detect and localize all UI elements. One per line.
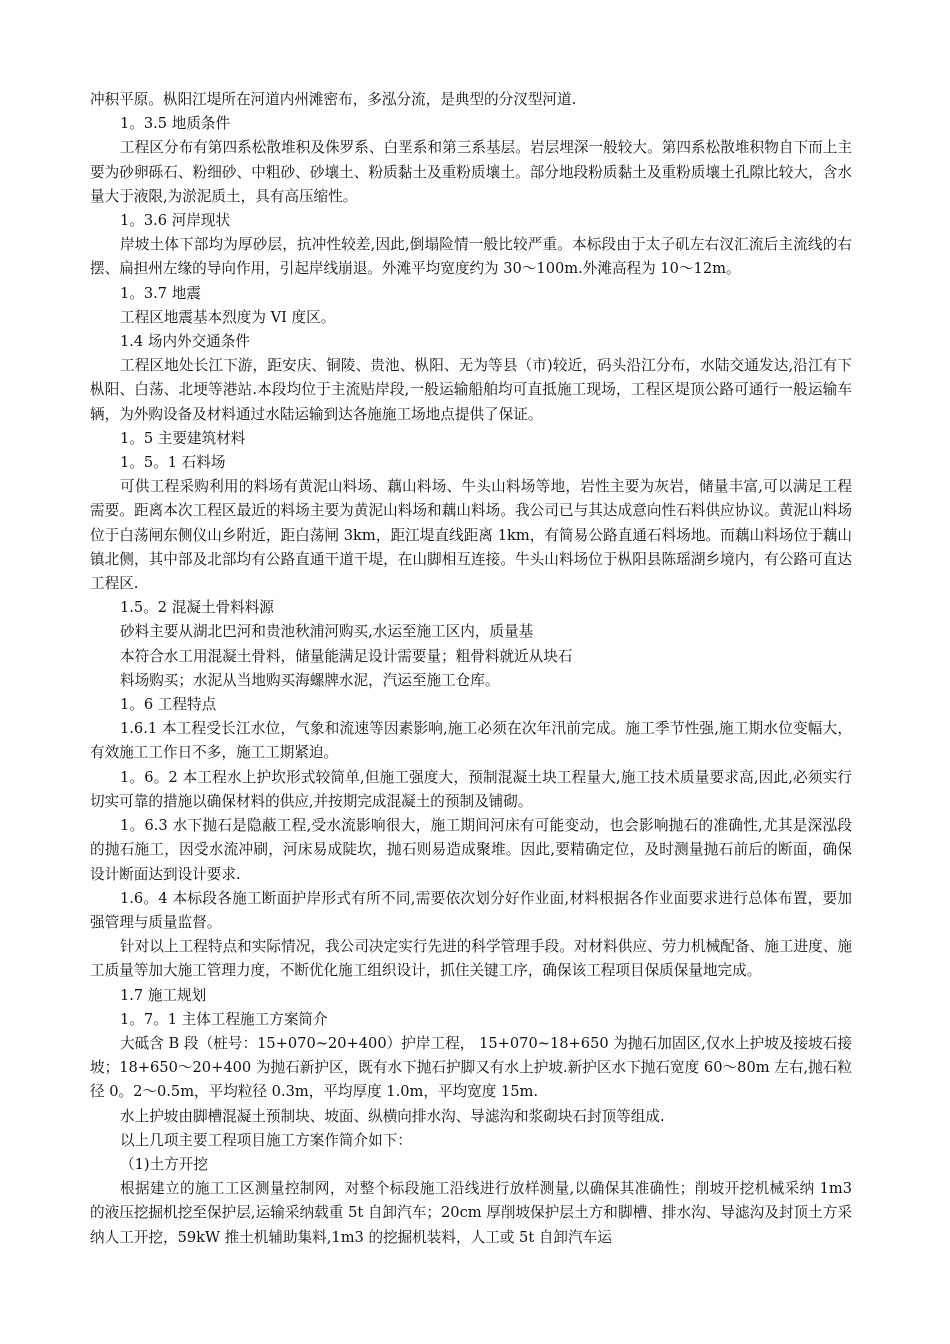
body-paragraph: 根据建立的施工工区测量控制网，对整个标段施工沿线进行放样测量,以确保其准确性；削坡开挖机械采纳 1m3 的液压挖掘机挖至保护层,运输采纳载重 5t 自卸汽车；20cm 厚削坡保护层土方和脚槽、排水沟、导滤沟及封顶土方采纳人工开挖，59kW 推土机辅助集料,1m3 的挖掘机装料，人工或 5t 自卸汽车运 — [90, 1180, 852, 1246]
body-paragraph: 1.6。4 本标段各施工断面护岸形式有所不同,需要依次划分好作业面,材料根据各作业面要求进行总体布置，要加强管理与质量监督。 — [90, 889, 852, 931]
body-paragraph: 冲积平原。枞阳江堤所在河道内州滩密布，多泓分流，是典型的分汊型河道. — [90, 91, 577, 108]
section-heading: 1.5。2 混凝土骨料料源 — [120, 599, 274, 617]
section-heading: 1。7。1 主体工程施工方案简介 — [120, 1010, 328, 1028]
body-paragraph: 工程区地震基本烈度为 VI 度区。 — [120, 308, 336, 326]
body-paragraph: 料场购买；水泥从当地购买海螺牌水泥，汽运至施工仓库。 — [120, 671, 500, 689]
body-paragraph: 工程区分布有第四系松散堆积及侏罗系、白垩系和第三系基层。岩层埋深一般较大。第四系松散堆积物自下而上主要为砂卵砾石、粉细砂、中粗砂、砂壤土、粉质黏土及重粉质壤土。部分地段粉质黏土及重粉质壤土孔隙比较大，含水量大于液限,为淤泥质土，具有高压缩性。 — [90, 139, 852, 205]
body-paragraph: 可供工程采购利用的料场有黄泥山料场、藕山料场、牛头山料场等地，岩性主要为灰岩，储量丰富,可以满足工程需要。距离本次工程区最近的料场主要为黄泥山料场和藕山料场。我公司已与其达成意向性石料供应协议。黄泥山料场位于白荡闸东侧仪山乡附近，距白荡闸 3km，距江堤直线距离 1km，有简易公路直通石料场地。而藕山料场位于藕山镇北侧，其中部及北部均有公路直通干道干堤，在山脚相互连接。牛头山料场位于枞阳县陈瑶湖乡境内，有公路可直达工程区. — [90, 478, 852, 593]
document-page — [90, 88, 852, 1250]
body-paragraph: 砂料主要从湖北巴河和贵池秋浦河购买,水运至施工区内，质量基 — [120, 623, 534, 641]
body-paragraph: 水上护坡由脚槽混凝土预制块、坡面、纵横向排水沟、导滤沟和浆砌块石封顶等组成. — [120, 1107, 665, 1125]
body-paragraph: 工程区地处长江下游，距安庆、铜陵、贵池、枞阳、无为等县（市)较近，码头沿江分布，水陆交通发达,沿江有下枞阳、白荡、北埂等港站.本段均位于主流贴岸段,一般运输船舶均可直抵施工现场，工程区堤顶公路可通行一般运输车辆，为外购设备及材料通过水陆运输到达各施施工场地点提供了保证。 — [90, 357, 852, 423]
section-heading: 1。6 工程特点 — [120, 696, 217, 714]
body-paragraph: 1.6.1 本工程受长江水位，气象和流速等因素影响,施工必须在次年汛前完成。施工季节性强,施工期水位变幅大，有效施工工作日不多，施工工期紧迫。 — [90, 720, 852, 762]
body-paragraph: 以上几项主要工程项目施工方案作简介如下： — [120, 1131, 412, 1149]
body-paragraph: 1。6.3 水下抛石是隐蔽工程,受水流影响很大，施工期间河床有可能变动，也会影响抛石的准确性,尤其是深泓段的抛石施工，因受水流冲刷，河床易成陡坎，抛石则易造成聚堆。因此,要精确定位，及时测量抛石前后的断面，确保设计断面达到设计要求. — [90, 817, 852, 883]
body-paragraph: 针对以上工程特点和实际情况，我公司决定实行先进的科学管理手段。对材料供应、劳力机械配备、施工进度、施工质量等加大施工管理力度，不断优化施工组织设计，抓住关键工序，确保该工程项目保质保量地完成。 — [90, 938, 852, 980]
section-heading: 1.4 场内外交通条件 — [120, 333, 251, 351]
section-heading: 1。5 主要建筑材料 — [120, 429, 246, 447]
section-heading: （1)土方开挖 — [120, 1155, 208, 1173]
section-heading: 1.7 施工规划 — [120, 986, 207, 1004]
section-heading: 1。5。1 石料场 — [120, 454, 226, 472]
body-paragraph: 本符合水工用混凝土骨料，储量能满足设计需要量；粗骨料就近从块石 — [120, 647, 573, 665]
body-paragraph: 岸坡土体下部均为厚砂层，抗冲性较差,因此,倒塌险情一般比较严重。本标段由于太子矶左右汊汇流后主流线的右摆、扁担州左缘的导向作用，引起岸线崩退。外滩平均宽度约为 30～100m.外滩高程为 10～12m。 — [90, 236, 852, 278]
section-heading: 1。3.6 河岸现状 — [120, 212, 231, 230]
section-heading: 1。3.7 地震 — [120, 284, 201, 302]
body-paragraph: 大砥含 B 段（桩号：15+070~20+400）护岸工程， 15+070~18+650 为抛石加固区,仅水上护坡及接坡石接坡；18+650～20+400 为抛石新护区，既有水下抛石护脚又有水上护坡.新护区水下抛石宽度 60～80m 左右,抛石粒径 0。2～0.5m，平均粒径 0.3m，平均厚度 1.0m，平均宽度 15m. — [90, 1034, 852, 1101]
body-paragraph: 1。6。2 本工程水上护坎形式较简单,但施工强度大，预制混凝土块工程量大,施工技术质量要求高,因此,必须实行切实可靠的措施以确保材料的供应,并按期完成混凝土的预制及铺砌。 — [90, 768, 852, 810]
section-heading: 1。3.5 地质条件 — [120, 115, 231, 133]
